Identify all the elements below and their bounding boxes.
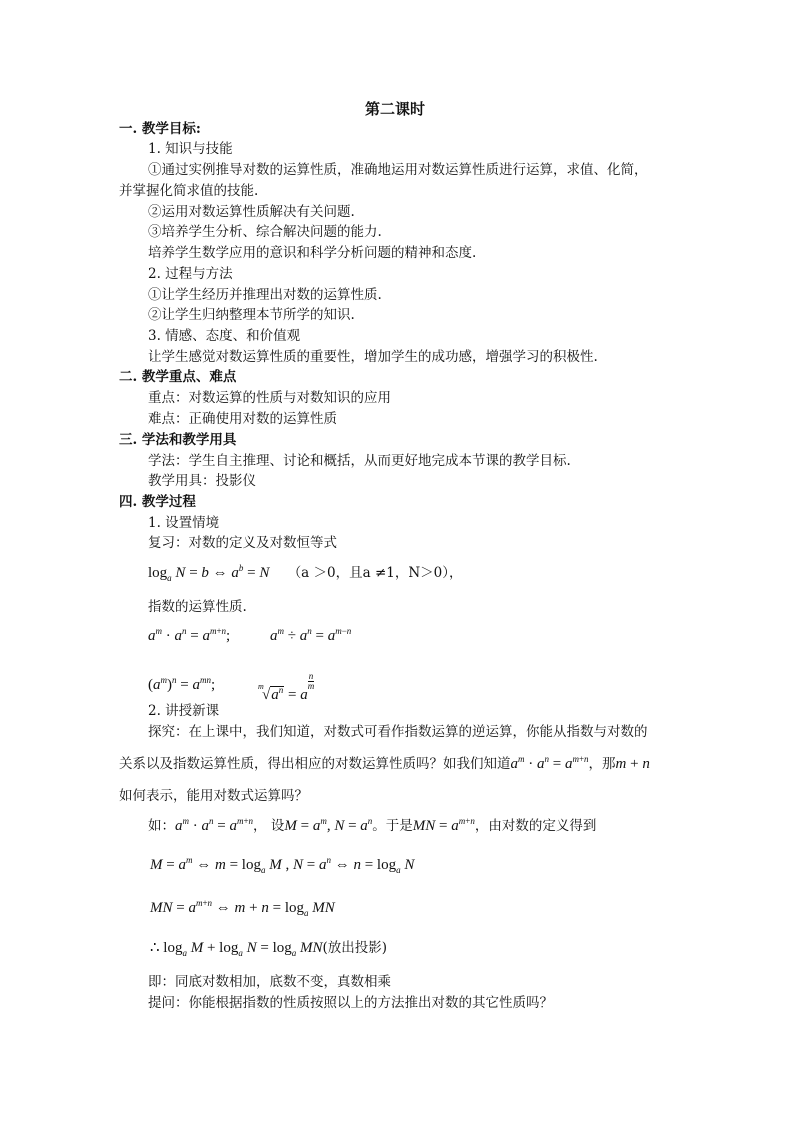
subsection-new-lesson: 2. 讲授新课: [148, 703, 220, 719]
projection-note: (放出投影): [322, 940, 388, 956]
example-then: 。于是: [372, 818, 413, 834]
section-heading-keypoints: 二. 教学重点、难点: [119, 369, 237, 385]
example-prefix: 如：: [148, 818, 175, 834]
exp-rule-power: $(a^m)^n = a^{mn}$;: [148, 675, 216, 693]
explore-line-1: 探究：在上课中，我们知道，对数式可看作指数运算的逆运算，你能从指数与对数的: [148, 724, 648, 740]
question-text: 提问：你能根据指数的性质按照以上的方法推出对数的其它性质吗？: [148, 995, 553, 1011]
knowledge-item-3: ③培养学生分析、综合解决问题的能力.: [148, 224, 382, 240]
key-point: 重点：对数运算的性质与对数知识的应用: [148, 390, 391, 406]
knowledge-item-1b: 并掌握化简求值的技能.: [119, 183, 259, 199]
knowledge-item-4: 培养学生数学应用的意识和科学分析问题的精神和态度.: [148, 245, 477, 261]
example-line: 如：$a^m \cdot a^n = a^{m+n}$， 设$M = a^m$, $N = a^n$。于是MN = $a^{m+n}$，由对数的定义得到: [148, 816, 597, 834]
process-title: 2. 过程与方法: [148, 266, 233, 282]
difficult-point: 难点：正确使用对数的运算性质: [148, 411, 337, 427]
exp-rule-multiply: $a^m \cdot a^n = a^{m+n}$;: [148, 626, 231, 644]
page-title: 第二课时: [365, 100, 426, 118]
exp-rule-divide: $a^m \div a^n = a^{m-n}$: [270, 626, 352, 644]
derivation-step-2: MN = $a^{m+n}$ ⇔ $m + n = \log_a$ MN: [150, 898, 335, 918]
process-item-2: ②让学生归纳整理本节所学的知识.: [148, 307, 355, 323]
explore-line-2-tail: ，那: [588, 756, 616, 772]
exp-rule-root: m $√a^n = a$ $\frac{n}{m}$: [258, 671, 315, 703]
emotion-title: 3. 情感、态度、和价值观: [148, 328, 301, 344]
teaching-tools: 教学用具：投影仪: [148, 473, 256, 489]
learning-method: 学法：学生自主推理、讨论和概括，从而更好地完成本节课的教学目标.: [148, 453, 571, 469]
log-definition-formula: $\log_a N = b$ ⇔ $a^b = N$ （a ＞0，且a ≠1，N＞0），: [148, 563, 463, 583]
explore-line-2: 关系以及指数运算性质，得出相应的对数运算性质吗？如我们知道$a^m \cdot a^n = a^{m+n}$，那m + n: [119, 754, 650, 772]
section-heading-process: 四. 教学过程: [119, 494, 196, 510]
knowledge-item-1a: ①通过实例推导对数的运算性质，准确地运用对数运算性质进行运算，求值、化简，: [148, 162, 648, 178]
exponent-properties-label: 指数的运算性质.: [148, 599, 247, 615]
example-tail: ，由对数的定义得到: [474, 818, 597, 834]
section-heading-objectives: 一. 教学目标:: [119, 121, 201, 137]
process-item-1: ①让学生经历并推理出对数的运算性质.: [148, 287, 382, 303]
knowledge-item-2: ②运用对数运算性质解决有关问题.: [148, 204, 355, 220]
derivation-step-1: $M = a^m$ ⇔ $m = \log_a M$ , $N = a^n$ ⇔ $n = \log_a N$: [150, 855, 415, 875]
section-heading-methods: 三. 学法和教学用具: [119, 432, 237, 448]
definition-condition: （a ＞0，且a ≠1，N＞0），: [287, 565, 463, 581]
emotion-item-1: 让学生感觉对数运算性质的重要性，增加学生的成功感，增强学习的积极性.: [148, 349, 598, 365]
review-text: 复习：对数的定义及对数恒等式: [148, 535, 337, 551]
explore-line-2-text: 关系以及指数运算性质，得出相应的对数运算性质吗？如我们知道: [119, 756, 511, 772]
subsection-setup: 1. 设置情境: [148, 515, 220, 531]
example-mid: ， 设: [253, 818, 285, 834]
derivation-conclusion: ∴ $\log_a M + \log_a N = \log_a MN$(放出投影): [150, 940, 388, 958]
explore-line-3: 如何表示，能用对数式运算吗？: [119, 788, 308, 804]
explore-formula: $a^m \cdot a^n = a^{m+n}$: [510, 754, 589, 772]
rule-summary: 即：同底对数相加，底数不变，真数相乘: [148, 974, 391, 990]
knowledge-title: 1. 知识与技能: [148, 141, 233, 157]
